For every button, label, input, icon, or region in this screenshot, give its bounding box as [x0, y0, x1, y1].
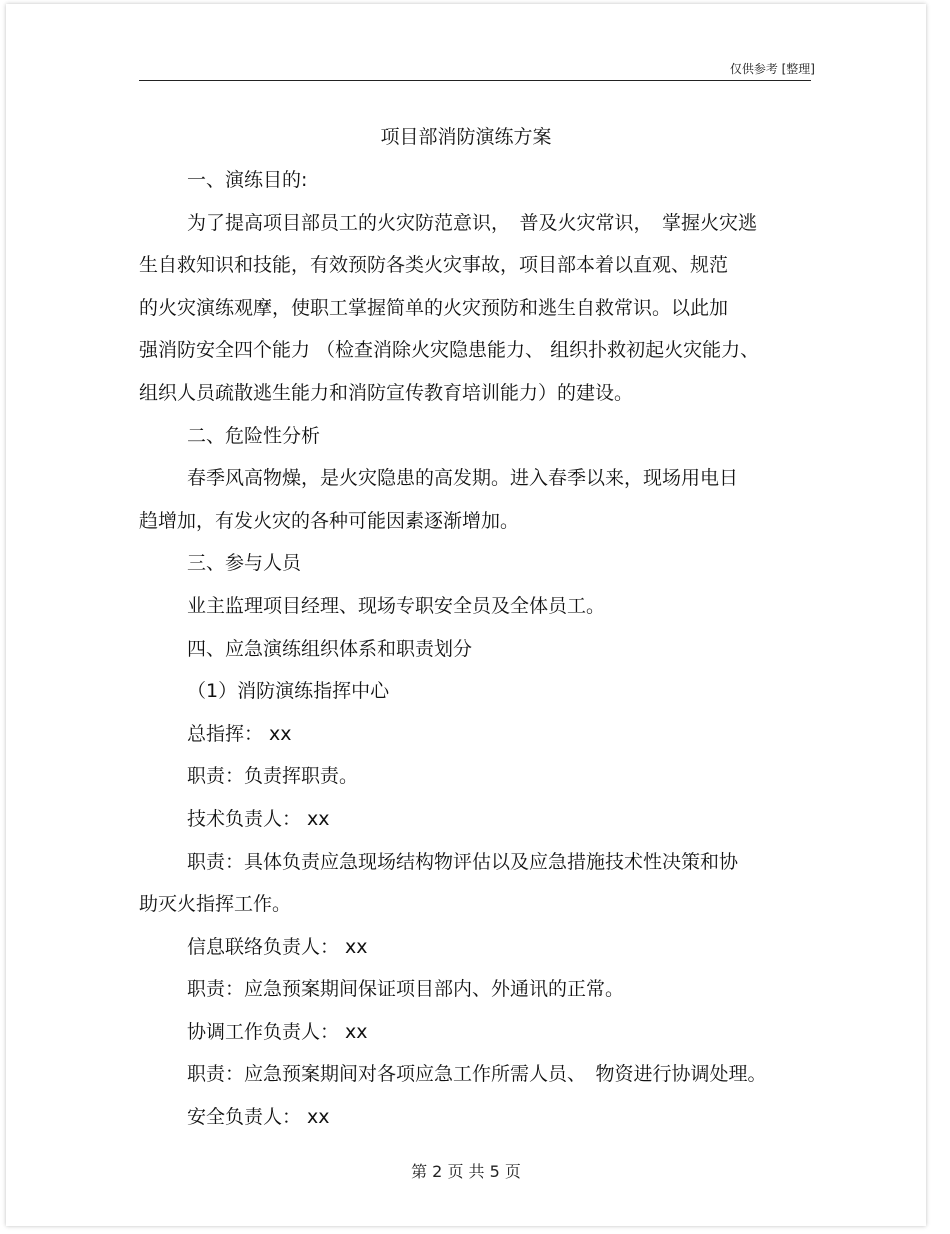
text-line: 职责：具体负责应急现场结构物评估以及应急措施技术性决策和协	[187, 850, 739, 873]
text-line: 职责：负责挥职责。	[187, 765, 359, 788]
text-line: 为了提高项目部员工的火灾防范意识， 普及火灾常识， 掌握火灾逃	[187, 211, 758, 234]
document-title: 项目部消防演练方案	[380, 126, 552, 148]
text-line: 四、应急演练组织体系和职责划分	[187, 637, 473, 660]
text-line: 职责：应急预案期间对各项应急工作所需人员、 物资进行协调处理。	[187, 1063, 767, 1086]
header-note: 仅供参考 [整理]	[729, 62, 815, 76]
text-line: 职责：应急预案期间保证项目部内、外通讯的正常。	[187, 978, 625, 1001]
text-line: 技术负责人： xx	[187, 807, 330, 830]
document-body	[139, 159, 819, 1139]
text-line: 安全负责人： xx	[187, 1106, 330, 1129]
text-line: 趋增加，有发火灾的各种可能因素逐渐增加。	[139, 509, 520, 532]
header-rule	[139, 80, 811, 81]
text-line: 的火灾演练观摩，使职工掌握简单的火灾预防和逃生自救常识。以此加	[139, 296, 729, 319]
text-line: 三、参与人员	[187, 552, 302, 575]
document-page	[6, 4, 926, 1226]
text-line: 强消防安全四个能力 （检查消除火灾隐患能力、 组织扑救初起火灾能力、	[139, 339, 760, 362]
text-line: 生自救知识和技能，有效预防各类火灾事故，项目部本着以直观、规范	[139, 254, 729, 277]
text-line: 组织人员疏散逃生能力和消防宣传教育培训能力）的建设。	[139, 381, 634, 404]
text-line: （1）消防演练指挥中心	[187, 680, 390, 703]
text-line: 信息联络负责人： xx	[187, 935, 368, 958]
page-number: 第 2 页 共 5 页	[411, 1162, 521, 1181]
text-line: 助灭火指挥工作。	[139, 893, 292, 916]
text-line: 二、危险性分析	[187, 424, 321, 447]
text-line: 一、演练目的:	[187, 169, 308, 191]
text-line: 春季风高物燥，是火灾隐患的高发期。进入春季以来，现场用电日	[187, 467, 739, 490]
text-line: 业主监理项目经理、现场专职安全员及全体员工。	[187, 594, 606, 617]
text-line: 协调工作负责人： xx	[187, 1020, 368, 1043]
text-line: 总指挥： xx	[187, 722, 292, 745]
